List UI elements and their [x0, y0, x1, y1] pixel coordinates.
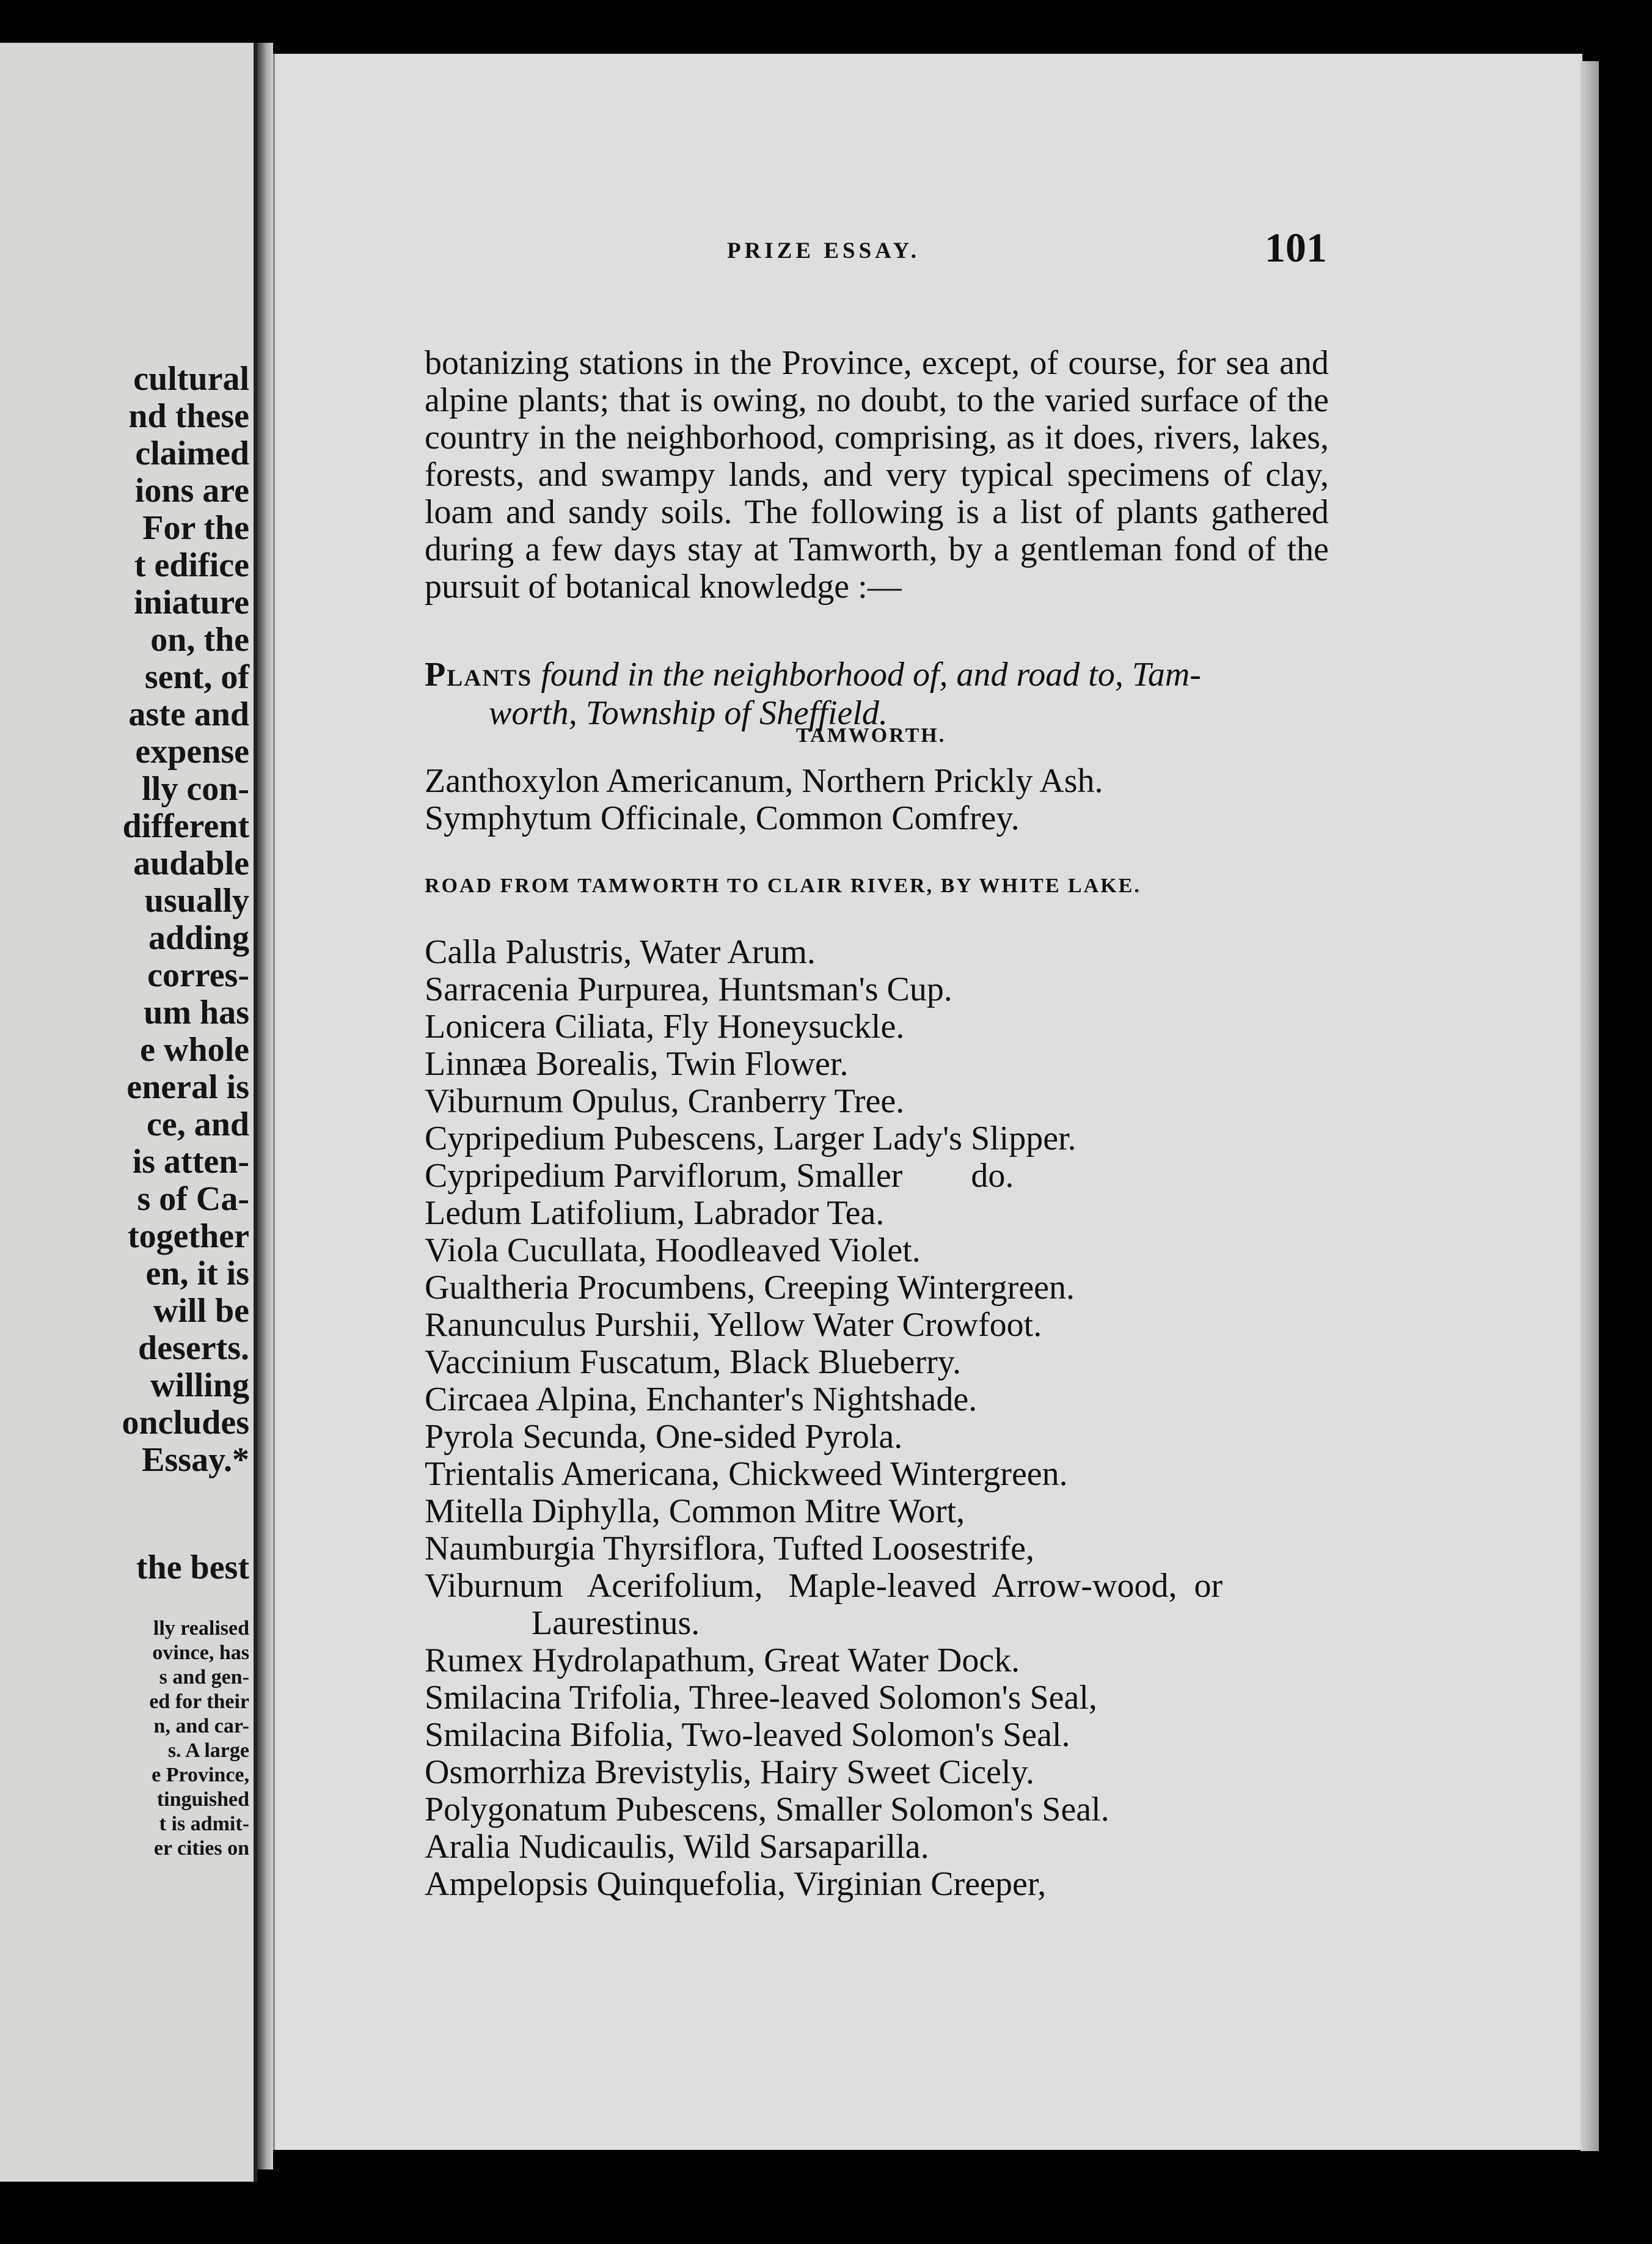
- left-page-line: oncludes: [122, 1404, 249, 1442]
- left-page-line: sent, of: [144, 658, 249, 696]
- caption-line-2: worth, Township of Sheffield.: [489, 694, 888, 732]
- plant-list-item: Viburnum Opulus, Cranberry Tree.: [425, 1082, 905, 1120]
- left-footnote-line: tinguished: [156, 1788, 249, 1811]
- left-page-line: For the: [142, 509, 249, 547]
- left-page-line: s of Ca-: [137, 1180, 249, 1218]
- left-page-line: different: [122, 807, 249, 845]
- plant-list-item: Calla Palustris, Water Arum.: [425, 933, 816, 971]
- running-header: [275, 224, 1582, 276]
- plant-list-item: Ranunculus Purshii, Yellow Water Crowfoot.: [425, 1306, 1042, 1344]
- left-footnote-line: e Province,: [152, 1764, 249, 1786]
- plant-list-item: Trientalis Americana, Chickweed Wintergreen.: [425, 1455, 1068, 1493]
- plant-list-item: Viola Cucullata, Hoodleaved Violet.: [425, 1231, 921, 1269]
- left-footnote-line: s. A large: [167, 1739, 249, 1762]
- left-page-line: claimed: [135, 435, 249, 472]
- plant-list-item: Ledum Latifolium, Labrador Tea.: [425, 1194, 885, 1232]
- left-page-line: en, it is: [145, 1255, 249, 1292]
- running-title: PRIZE ESSAY.: [727, 238, 921, 263]
- left-page-line: iniature: [134, 584, 249, 622]
- left-page-line: willing: [150, 1366, 249, 1404]
- left-footnote-line: lly realised: [153, 1617, 249, 1640]
- plant-list-item: Naumburgia Thyrsiflora, Tufted Loosestrife,: [425, 1530, 1035, 1568]
- left-page-line: adding: [148, 919, 249, 957]
- plant-list-item: Gualtheria Procumbens, Creeping Wintergreen.: [425, 1269, 1075, 1307]
- plant-list-tamworth: [425, 763, 1103, 837]
- left-page-line: Essay.*: [142, 1441, 249, 1479]
- left-page-line: nd these: [128, 397, 249, 435]
- plant-list-item: Zanthoxylon Americanum, Northern Prickly Ash.: [425, 762, 1103, 800]
- plant-list-item: Cypripedium Pubescens, Larger Lady's Slipper.: [425, 1120, 1076, 1157]
- left-page-line: deserts.: [138, 1329, 249, 1367]
- left-page-line: will be: [153, 1292, 249, 1330]
- paragraph-text: botanizing stations in the Province, except, of course, for sea and alpine plants; that is owing, no doubt, to the varied surface of the country in the neighborhood, comprising, as it does, rivers, lakes, forests, and swampy lands, and very typical specimens of clay, loam and sandy soils. The following is a list of plants gathered during a few days stay at Tamworth, by a gentleman fond of the pursuit of botanical knowledge :—: [425, 344, 1329, 606]
- plant-list-item: Ampelopsis Quinquefolia, Virginian Creeper,: [425, 1865, 1047, 1903]
- left-page-line: cultural: [133, 360, 249, 398]
- plant-list-item: Symphytum Officinale, Common Comfrey.: [425, 799, 1020, 837]
- left-page-line: lly con-: [142, 770, 249, 808]
- plant-list-item: Aralia Nudicaulis, Wild Sarsaparilla.: [425, 1828, 929, 1866]
- left-page-line: is atten-: [132, 1143, 249, 1181]
- plants-caption: [425, 656, 1329, 733]
- left-page-line: corres-: [147, 956, 249, 994]
- plant-list-item: Linnæa Borealis, Twin Flower.: [425, 1045, 849, 1083]
- section-heading-tamworth: TAMWORTH.: [796, 724, 946, 747]
- left-page-line: expense: [135, 733, 249, 771]
- left-page-fragment: [0, 43, 257, 2182]
- plant-list-item: Smilacina Trifolia, Three-leaved Solomon's Seal,: [425, 1679, 1097, 1717]
- left-footnote-line: s and gen-: [159, 1666, 249, 1689]
- left-page-line: audable: [133, 845, 249, 882]
- plant-list-item: Viburnum Acerifolium, Maple-leaved Arrow-wood, or: [425, 1567, 1223, 1605]
- plant-list-item: Sarracenia Purpurea, Huntsman's Cup.: [425, 970, 952, 1008]
- plant-list-item: Osmorrhiza Brevistylis, Hairy Sweet Cicely.: [425, 1753, 1034, 1791]
- book-gutter: [257, 43, 273, 2169]
- left-footnote-line: n, and car-: [153, 1715, 249, 1737]
- page-edge: [1581, 61, 1599, 2151]
- caption-lead: Plants: [425, 656, 533, 694]
- left-page-line: eneral is: [126, 1068, 249, 1106]
- left-page-line: ce, and: [147, 1106, 249, 1143]
- left-page-line: usually: [144, 882, 249, 920]
- left-page-line: um has: [144, 994, 249, 1032]
- plant-list-road: [425, 934, 1223, 1903]
- body-paragraph: [425, 345, 1329, 606]
- left-page-line: on, the: [150, 621, 249, 659]
- left-footnote-line: er cities on: [153, 1837, 249, 1860]
- left-footnote-line: ed for their: [149, 1690, 249, 1713]
- left-footnote-line: t is admit-: [159, 1813, 249, 1835]
- left-page-line: aste and: [128, 695, 249, 733]
- caption-line-1: found in the neighborhood of, and road to, Tam-: [541, 656, 1201, 694]
- plant-list-item: Mitella Diphylla, Common Mitre Wort,: [425, 1492, 965, 1530]
- plant-list-item: Pyrola Secunda, One-sided Pyrola.: [425, 1418, 903, 1456]
- left-page-line: the best: [136, 1549, 249, 1586]
- left-page-line: e whole: [140, 1031, 249, 1069]
- plant-list-item: Vaccinium Fuscatum, Black Blueberry.: [425, 1343, 962, 1381]
- left-page-line: ions are: [134, 472, 249, 510]
- plant-list-item: Cypripedium Parviflorum, Smaller do.: [425, 1157, 1014, 1195]
- plant-list-item: Laurestinus.: [532, 1604, 700, 1642]
- plant-list-item: Circaea Alpina, Enchanter's Nightshade.: [425, 1380, 978, 1418]
- right-page: [273, 54, 1582, 2150]
- plant-list-item: Lonicera Ciliata, Fly Honeysuckle.: [425, 1008, 905, 1046]
- left-footnote-line: ovince, has: [152, 1641, 249, 1664]
- plant-list-item: Polygonatum Pubescens, Smaller Solomon's Seal.: [425, 1791, 1109, 1828]
- plant-list-item: Smilacina Bifolia, Two-leaved Solomon's Seal.: [425, 1716, 1070, 1754]
- plant-list-item: Rumex Hydrolapathum, Great Water Dock.: [425, 1641, 1020, 1679]
- page-number: 101: [1265, 224, 1327, 271]
- left-page-line: t edifice: [134, 546, 249, 584]
- section-heading-road: ROAD FROM TAMWORTH TO CLAIR RIVER, BY WHITE LAKE.: [425, 875, 1141, 897]
- left-page-line: together: [127, 1217, 249, 1255]
